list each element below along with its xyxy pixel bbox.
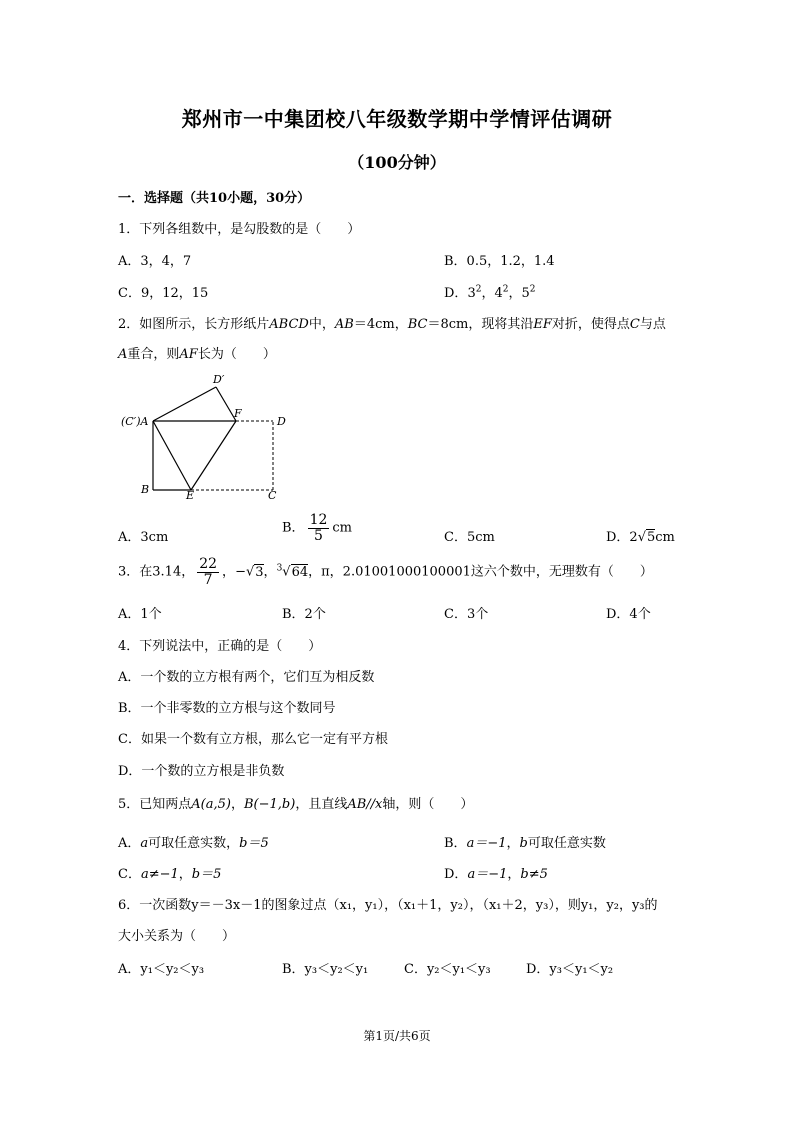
question-5-stem: 5．已知两点A(a,5)，B(−1,b)，且直线AB//x轴，则（ ）	[118, 797, 474, 812]
question-1-option-d: D．$3^2$，$4^2$，$5^2$	[444, 284, 536, 301]
question-2-option-c: C．5cm	[444, 530, 495, 545]
question-2-figure	[110, 368, 300, 503]
page-number: 第1页/共6页	[363, 1029, 431, 1043]
question-3-option-d: D．4个	[606, 607, 651, 622]
question-5-option-c: C．a≠−1，b＝5	[118, 867, 222, 882]
section-heading: 一．选择题（共10小题，30分）	[118, 191, 311, 206]
label-c: C	[268, 489, 277, 502]
edge-ad-prime	[153, 387, 216, 421]
question-1-stem: 1．下列各组数中，是勾股数的是（ ）	[118, 222, 361, 237]
question-1-option-b: B．0.5，1.2，1.4	[444, 254, 555, 269]
edge-ae	[153, 421, 191, 490]
question-2-stem-line-2: A重合，则AF长为（ ）	[118, 347, 276, 362]
question-2-option-a: A．3cm	[118, 530, 169, 545]
question-6-option-a: A．y₁＜y₂＜y₃	[118, 962, 205, 977]
question-3-stem: 3．在3.14， $\frac{22}{7}$ ，−√3，$^3$√64，π，2.01001000100001这六个数中，无理数有（ ）	[118, 556, 653, 588]
label-c-prime-a: (C′)A	[121, 415, 149, 428]
question-6-option-b: B．y₃＜y₂＜y₁	[282, 962, 369, 977]
question-4-option-a: A．一个数的立方根有两个，它们互为相反数	[118, 670, 375, 685]
question-2-stem-line-1: 2．如图所示，长方形纸片ABCD中，AB＝4cm，BC＝8cm，现将其沿EF对折，使得点C与点	[118, 317, 666, 332]
question-2-option-d: D．2√5cm	[606, 530, 675, 545]
question-3-option-b: B．2个	[282, 607, 326, 622]
question-3-option-c: C．3个	[444, 607, 489, 622]
label-b: B	[141, 483, 150, 496]
question-4-option-b: B．一个非零数的立方根与这个数同号	[118, 701, 336, 716]
fold-line-ef	[191, 421, 236, 490]
question-6-option-c: C．y₂＜y₁＜y₃	[404, 962, 491, 977]
question-4-stem: 4．下列说法中，正确的是（ ）	[118, 639, 322, 654]
label-d: D	[277, 415, 286, 428]
question-4-option-c: C．如果一个数有立方根，那么它一定有平方根	[118, 732, 388, 747]
label-e: E	[186, 489, 195, 502]
edge-d-prime-f	[216, 387, 236, 421]
question-5-option-a: A．a可取任意实数，b＝5	[118, 836, 269, 851]
question-6-option-d: D．y₃＜y₁＜y₂	[526, 962, 614, 977]
question-4-option-d: D．一个数的立方根是非负数	[118, 764, 285, 779]
question-2-option-b: B． $\frac{12}{5}$ cm	[282, 512, 352, 544]
label-d-prime: D′	[213, 373, 225, 386]
question-1-option-a: A．3，4，7	[118, 254, 192, 269]
question-5-option-b: B．a＝−1，b可取任意实数	[444, 836, 606, 851]
label-f: F	[234, 407, 242, 420]
question-5-option-d: D．a＝−1，b≠5	[444, 867, 548, 882]
question-6-stem-line-2: 大小关系为（ ）	[118, 929, 236, 944]
question-6-stem-line-1: 6．一次函数y＝－3x－1的图象过点（x₁，y₁），（x₁＋1，y₂），（x₁＋2，y₃），则y₁，y₂，y₃的	[118, 898, 658, 913]
question-1-option-c: C．9，12，15	[118, 286, 209, 301]
exam-title: 郑州市一中集团校八年级数学期中学情评估调研	[181, 107, 613, 131]
exam-duration: （100分钟）	[348, 153, 446, 172]
question-3-option-a: A．1个	[118, 607, 162, 622]
